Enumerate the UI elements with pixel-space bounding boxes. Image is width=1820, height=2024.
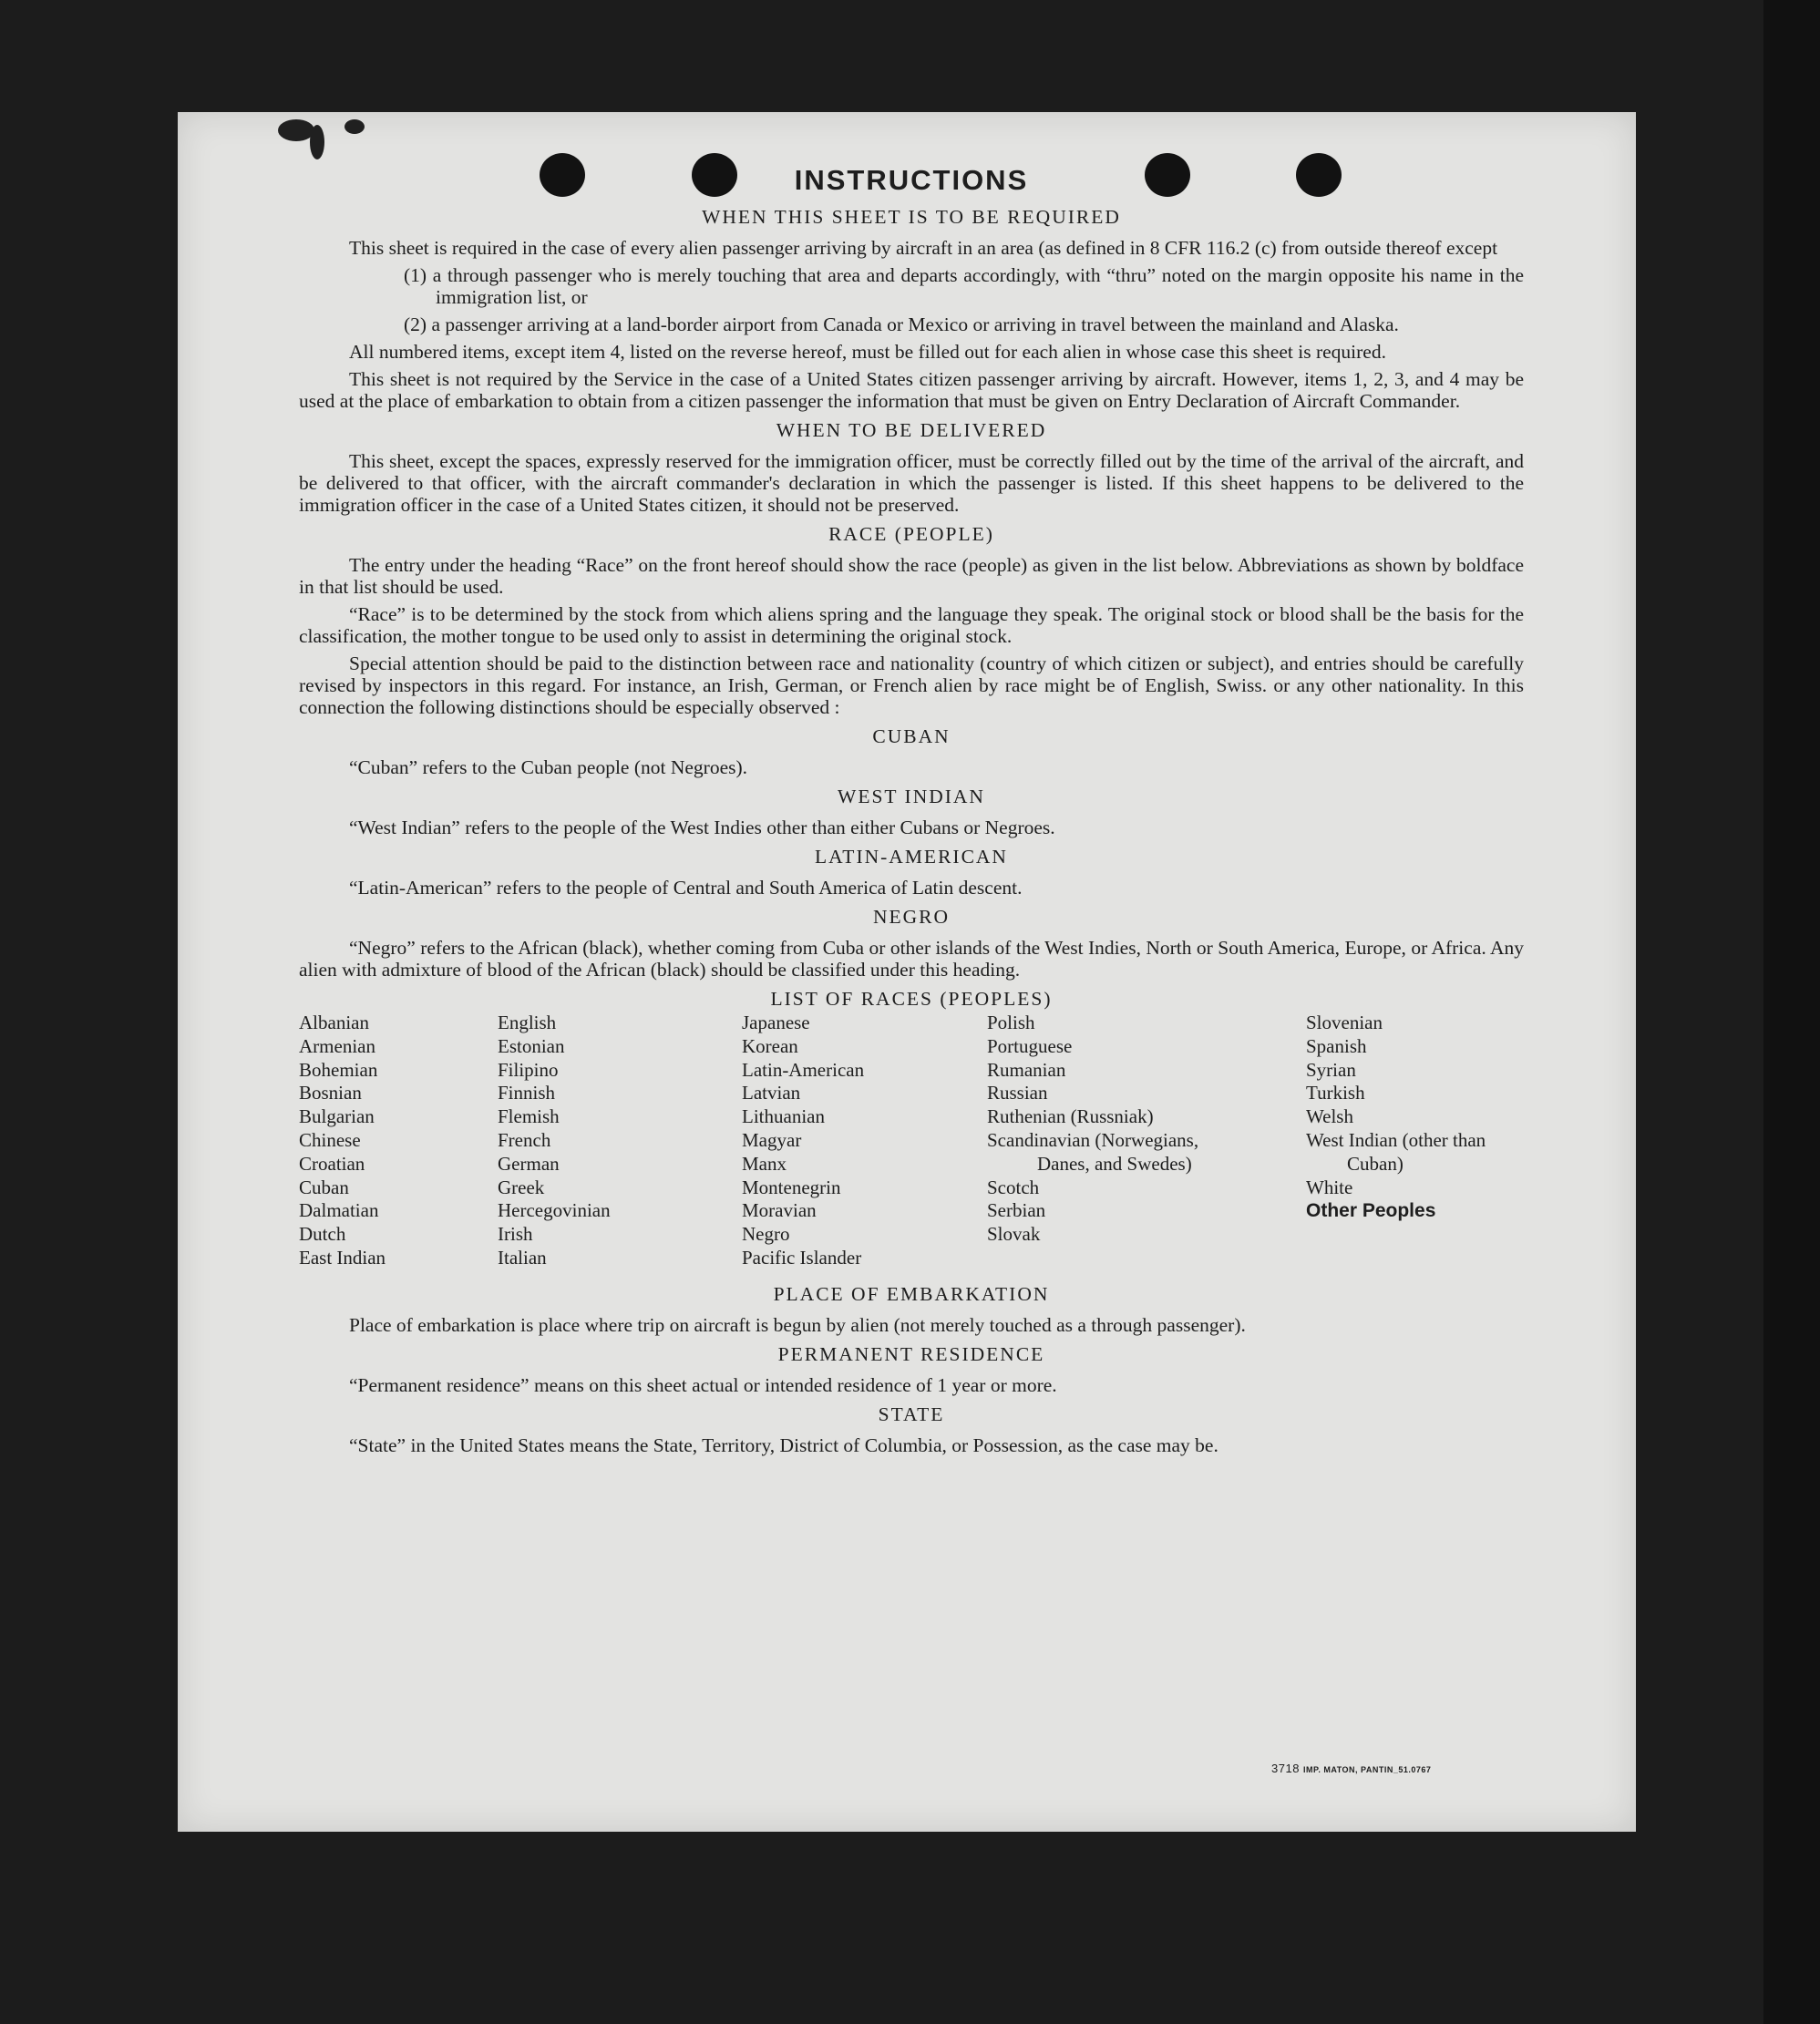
race-item: Montenegrin <box>742 1176 841 1198</box>
race-item: Russian <box>987 1082 1048 1104</box>
race-item: Filipino <box>498 1058 559 1081</box>
instructions-content <box>299 164 1524 1462</box>
race-item: Scotch <box>987 1176 1040 1198</box>
race-item: Lithuanian <box>742 1105 825 1128</box>
race-item: Japanese <box>742 1012 810 1033</box>
race-item: Latvian <box>742 1082 801 1104</box>
paragraph: “State” in the United States means the State, Territory, District of Columbia, or Possession, as the case may be. <box>349 1434 1218 1456</box>
section-heading-state: STATE <box>878 1403 945 1425</box>
paragraph: Place of embarkation is place where trip on aircraft is begun by alien (not merely touched as a through passenger). <box>349 1314 1246 1336</box>
paragraph: This sheet, except the spaces, expressly reserved for the immigration officer, must be correctly filled out by the time of the arrival of the aircraft, and be delivered to that officer, with the aircraft commander's declaration in which the passenger is listed. If this sheet happens to be delivered to the immigration officer in the case of a United States citizen, it should not be preserved. <box>299 450 1524 516</box>
race-item: East Indian <box>299 1246 386 1269</box>
section-heading-cuban: CUBAN <box>872 725 951 747</box>
race-item: Welsh <box>1306 1105 1353 1128</box>
race-item: German <box>498 1152 560 1175</box>
paragraph: “Permanent residence” means on this sheet actual or intended residence of 1 year or more. <box>349 1374 1057 1396</box>
race-item: Dalmatian <box>299 1199 379 1222</box>
list-item: (2) a passenger arriving at a land-border airport from Canada or Mexico or arriving in travel between the mainland and Alaska. <box>404 313 1399 335</box>
section-heading-race-list: LIST OF RACES (PEOPLES) <box>770 988 1053 1010</box>
page-title: INSTRUCTIONS <box>794 164 1029 196</box>
race-item: French <box>498 1128 551 1151</box>
ink-blot <box>344 119 365 134</box>
section-heading-race: RACE (PEOPLE) <box>828 523 994 545</box>
race-item: Latin-American <box>742 1058 865 1081</box>
paragraph: “Latin-American” refers to the people of Central and South America of Latin descent. <box>349 877 1023 899</box>
race-item: White <box>1306 1176 1353 1198</box>
ink-blot <box>310 125 324 159</box>
document-sheet <box>178 112 1636 1832</box>
section-heading-negro: NEGRO <box>872 906 951 928</box>
form-code: 3718 <box>1271 1762 1300 1775</box>
race-item: Flemish <box>498 1105 560 1128</box>
section-heading-west-indian: WEST INDIAN <box>838 786 985 807</box>
race-item: Hercegovinian <box>498 1199 611 1222</box>
scan-edge <box>1763 0 1820 2024</box>
paragraph: “Cuban” refers to the Cuban people (not Negroes). <box>349 756 748 778</box>
race-item: Cuban <box>299 1176 349 1198</box>
race-item: Bulgarian <box>299 1105 375 1128</box>
race-item: Finnish <box>498 1082 556 1104</box>
race-item: Rumanian <box>987 1058 1066 1081</box>
race-column-3 <box>742 1012 864 1270</box>
race-item: Bosnian <box>299 1082 362 1104</box>
race-item: Irish <box>498 1223 533 1246</box>
paragraph: This sheet is not required by the Service in the case of a United States citizen passenger arriving by aircraft. However, items 1, 2, 3, and 4 may be used at the place of embarkation to obtain from a citizen passenger the information that must be given on Entry Declaration of Aircraft Commander. <box>299 368 1524 412</box>
printer-imprint <box>1271 1762 1431 1775</box>
race-item: Serbian <box>987 1199 1046 1222</box>
race-item: English <box>498 1012 557 1033</box>
race-item: Scandinavian (Norwegians, Danes, and Swedes) <box>987 1128 1199 1175</box>
paragraph: This sheet is required in the case of every alien passenger arriving by aircraft in an area (as defined in 8 CFR 116.2 (c) from outside thereof except <box>349 237 1498 259</box>
race-item: Albanian <box>299 1012 369 1033</box>
section-heading-latin-american: LATIN-AMERICAN <box>815 846 1008 868</box>
race-item: Other Peoples <box>1306 1200 1436 1222</box>
race-item: Armenian <box>299 1034 375 1057</box>
race-item: Portuguese <box>987 1034 1073 1057</box>
list-item: (1) a through passenger who is merely touching that area and departs accordingly, with “thru” noted on the margin opposite his name in the immigration list, or <box>404 264 1524 308</box>
race-item: Turkish <box>1306 1082 1365 1104</box>
race-item: Magyar <box>742 1128 802 1151</box>
race-item: Greek <box>498 1176 545 1198</box>
ink-blot <box>278 119 314 141</box>
paragraph: “Negro” refers to the African (black), whether coming from Cuba or other islands of the West Indies, North or South America, Europe, or Africa. Any alien with admixture of blood of the African (black) should be classified under this heading. <box>299 937 1524 981</box>
paragraph: All numbered items, except item 4, listed on the reverse hereof, must be filled out for each alien in whose case this sheet is required. <box>349 341 1386 363</box>
race-item: Slovenian <box>1306 1012 1383 1033</box>
race-item: West Indian (other than Cuban) <box>1306 1128 1486 1175</box>
section-heading-required: WHEN THIS SHEET IS TO BE REQUIRED <box>702 206 1121 228</box>
paragraph: “Race” is to be determined by the stock from which aliens spring and the language they speak. The original stock or blood shall be the basis for the classification, the mother tongue to be used only to assist in determining the original stock. <box>299 603 1524 647</box>
race-item: Chinese <box>299 1128 361 1151</box>
race-item: Croatian <box>299 1152 365 1175</box>
imprint-text: IMP. MATON, PANTIN_51.0767 <box>1303 1765 1432 1774</box>
race-item: Bohemian <box>299 1058 378 1081</box>
section-heading-delivered: WHEN TO BE DELIVERED <box>776 419 1047 441</box>
paragraph: “West Indian” refers to the people of the West Indies other than either Cubans or Negroes. <box>349 817 1055 838</box>
race-item: Slovak <box>987 1223 1041 1246</box>
race-item: Polish <box>987 1012 1035 1033</box>
race-column-1 <box>299 1012 386 1270</box>
section-heading-embarkation: PLACE OF EMBARKATION <box>773 1283 1050 1305</box>
race-item: Manx <box>742 1152 787 1175</box>
race-item: Negro <box>742 1223 790 1246</box>
race-column-5 <box>1306 1012 1525 1223</box>
race-column-4 <box>987 1012 1251 1247</box>
race-item: Pacific Islander <box>742 1246 862 1269</box>
race-item: Spanish <box>1306 1034 1367 1057</box>
race-item: Italian <box>498 1246 547 1269</box>
race-list <box>299 1012 1524 1276</box>
section-heading-residence: PERMANENT RESIDENCE <box>777 1343 1045 1365</box>
race-column-2 <box>498 1012 611 1270</box>
race-item: Syrian <box>1306 1058 1356 1081</box>
race-item: Estonian <box>498 1034 565 1057</box>
paragraph: The entry under the heading “Race” on the front hereof should show the race (people) as given in the list below. Abbreviations as shown by boldface in that list should be used. <box>299 554 1524 598</box>
race-item: Ruthenian (Russniak) <box>987 1105 1154 1128</box>
race-item: Dutch <box>299 1223 346 1246</box>
paragraph: Special attention should be paid to the distinction between race and nationality (country of which citizen or subject), and entries should be carefully revised by inspectors in this regard. For instance, an Irish, German, or French alien by race might be of English, Swiss. or any other nationality. In this connection the following distinctions should be especially observed : <box>299 652 1524 718</box>
race-item: Korean <box>742 1034 798 1057</box>
race-item: Moravian <box>742 1199 817 1222</box>
